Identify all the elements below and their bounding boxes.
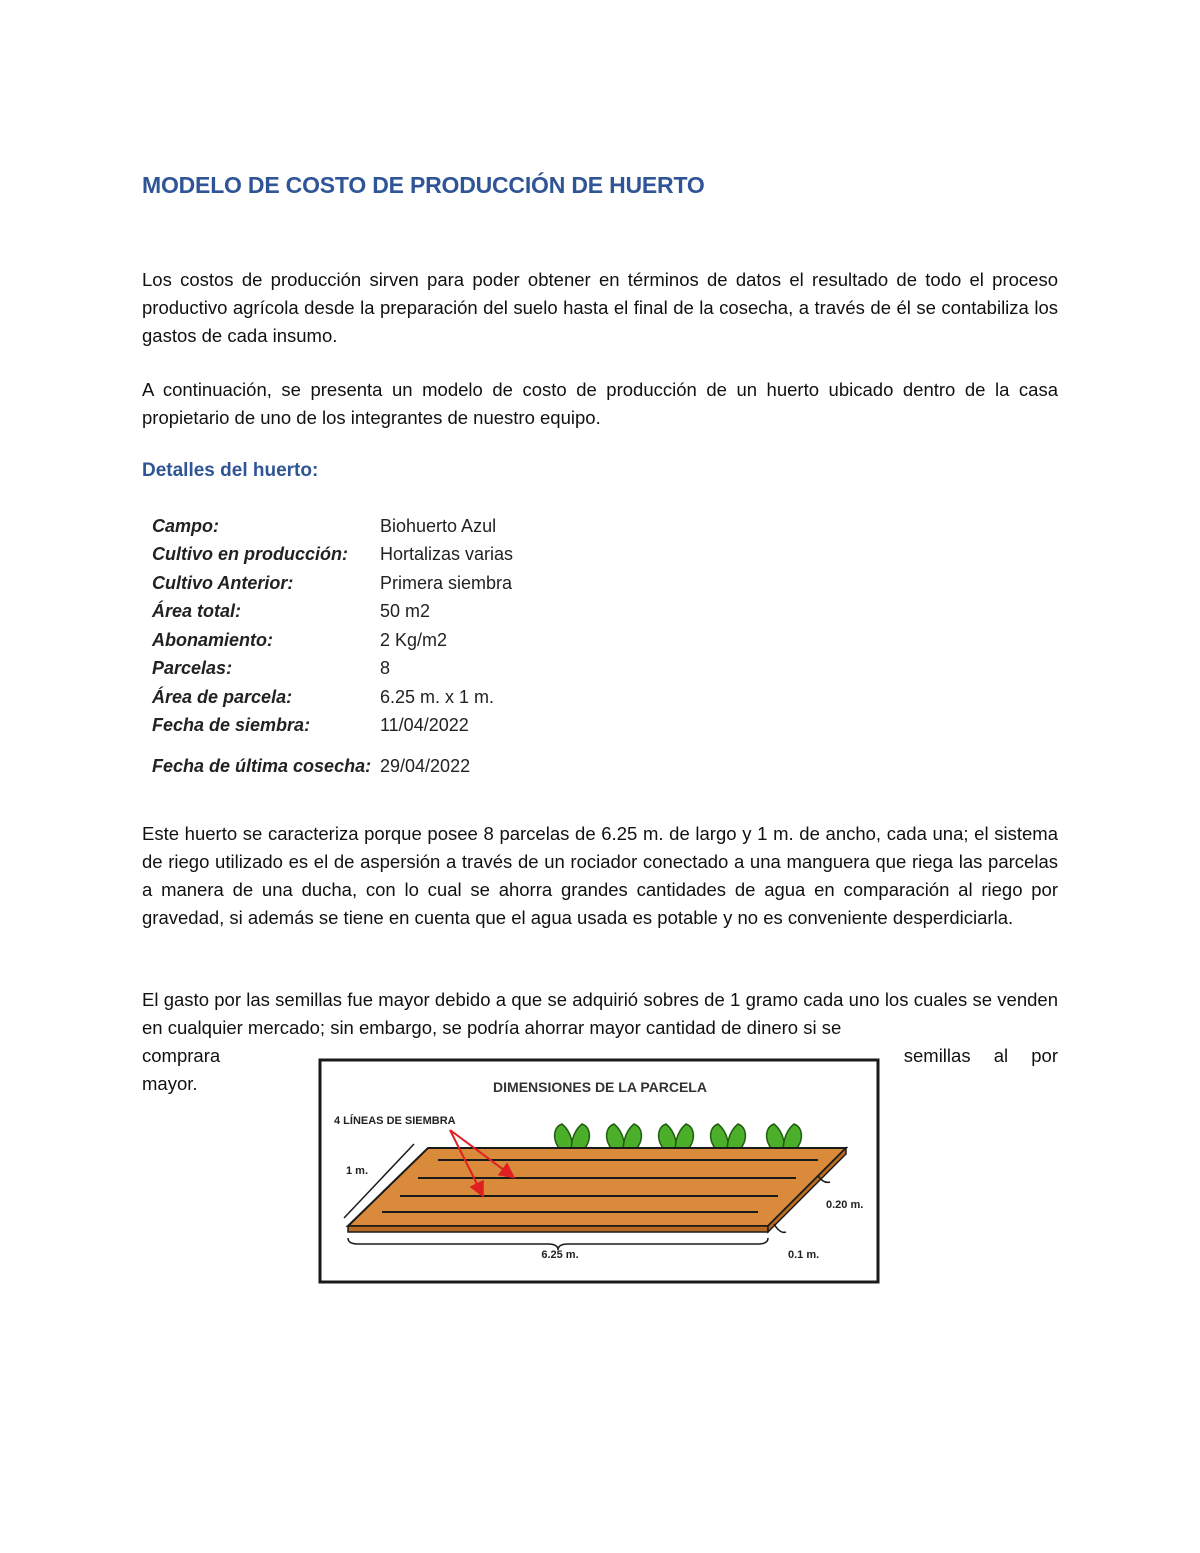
details-label: Área de parcela: (152, 686, 293, 707)
details-table (152, 512, 600, 792)
paragraph-seeds-left: comprara (142, 1045, 221, 1066)
figure-title: DIMENSIONES DE LA PARCELA (493, 1079, 707, 1095)
details-label: Área total: (152, 601, 242, 622)
details-value: Hortalizas varias (380, 544, 514, 565)
paragraph-intro: Los costos de producción sirven para poder obtener en términos de datos el resultado de todo el proceso productivo agrícola desde la preparación del suelo hasta el final de la cosecha, a través de él se contabiliza los gastos de cada insumo. (142, 269, 1058, 346)
details-value: Primera siembra (380, 572, 513, 593)
details-row (152, 740, 600, 792)
details-row (152, 712, 600, 741)
label-sowing-lines: 4 LÍNEAS DE SIEMBRA (334, 1115, 456, 1127)
details-label: Fecha de última cosecha: (152, 756, 372, 776)
document-title: MODELO DE COSTO DE PRODUCCIÓN DE HUERTO (142, 172, 705, 198)
details-row (152, 598, 600, 627)
paragraph-description: Este huerto se caracteriza porque posee 8 parcelas de 6.25 m. de largo y 1 m. de ancho, cada una; el sistema de riego utilizado es el de aspersión a través de un rociador conectado a una manguera que riega las parcelas a manera de una ducha, con lo cual se ahorra grandes cantidades de agua en comparación al riego por gravedad, si además se tiene en cuenta que el agua usada es potable y no es conveniente desperdiciarla. (142, 823, 1058, 928)
details-row (152, 541, 600, 570)
details-value: 50 m2 (380, 601, 431, 622)
details-row (152, 512, 600, 541)
details-label: Cultivo Anterior: (152, 572, 294, 593)
paragraph-seeds-right: semillas al por (903, 1045, 1058, 1066)
details-value: 29/04/2022 (380, 755, 471, 776)
details-label: Campo: (152, 515, 219, 536)
details-label: Cultivo en producción: (152, 544, 348, 565)
paragraph-model: A continuación, se presenta un modelo de costo de producción de un huerto ubicado dentro de la casa propietario de uno de los integrantes de nuestro equipo. (142, 379, 1058, 428)
details-label: Abonamiento: (152, 629, 273, 650)
details-row (152, 569, 600, 598)
label-depth: 0.20 m. (826, 1199, 864, 1211)
details-value: 6.25 m. x 1 m. (380, 686, 495, 707)
label-length: 6.25 m. (541, 1249, 579, 1261)
details-row (152, 683, 600, 712)
paragraph-seeds: El gasto por las semillas fue mayor debido a que se adquirió sobres de 1 gramo cada uno los cuales se venden en cualquier mercado; sin embargo, se podría ahorrar mayor cantidad de dinero si se (142, 989, 1058, 1038)
parcel-dimensions-figure (318, 1058, 880, 1284)
details-label: Parcelas: (152, 658, 233, 679)
parcel-bed-front (348, 1226, 768, 1232)
details-value: 8 (380, 658, 391, 679)
details-label: Fecha de siembra: (152, 715, 311, 736)
details-value: 11/04/2022 (380, 715, 469, 736)
details-value: 2 Kg/m2 (380, 629, 448, 650)
details-value: Biohuerto Azul (380, 515, 497, 536)
paragraph-seeds-end: mayor. (142, 1073, 198, 1094)
details-row (152, 655, 600, 684)
details-heading: Detalles del huerto: (142, 460, 319, 481)
label-gap: 0.1 m. (788, 1249, 820, 1261)
details-row (152, 626, 600, 655)
label-width: 1 m. (346, 1165, 369, 1177)
